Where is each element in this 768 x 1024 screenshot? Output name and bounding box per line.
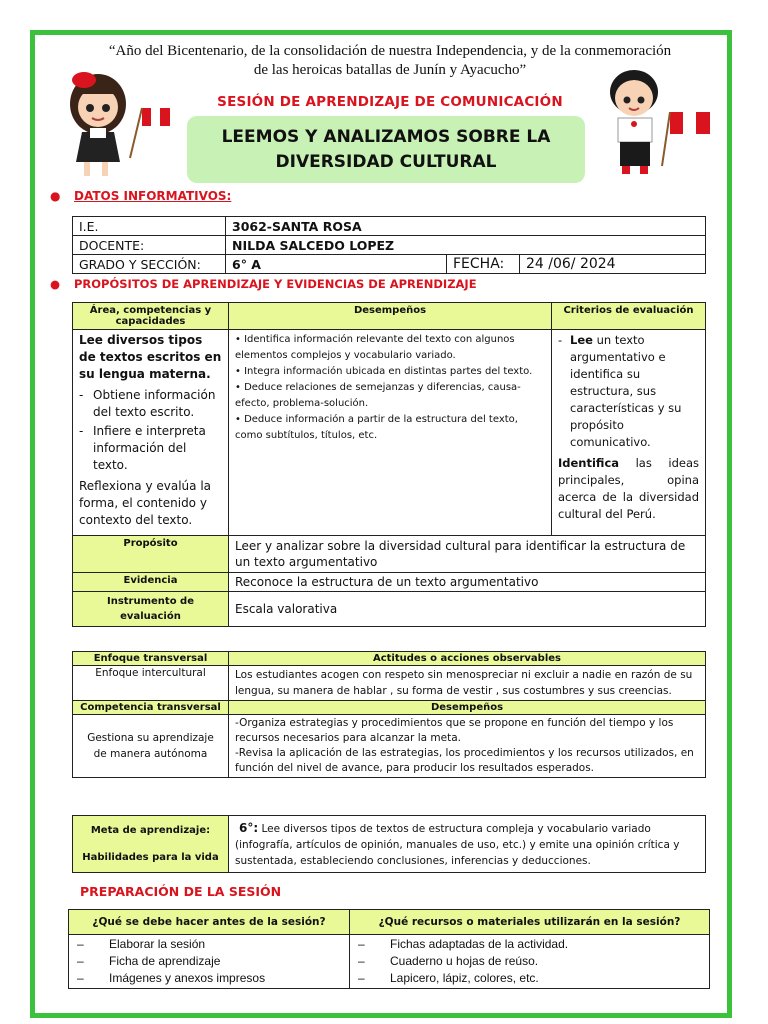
bicentenary-quote [80,42,700,80]
preparacion-heading: PREPARACIÓN DE LA SESIÓN [80,884,282,899]
evidencia-value: Reconoce la estructura de un texto argumentativo [229,573,706,592]
session-title: SESIÓN DE APRENDIZAJE DE COMUNICACIÓN [217,94,563,110]
col-enfoque: Enfoque transversal [73,652,229,666]
col-area: Área, competencias y capacidades [73,303,229,330]
col-recursos: ¿Qué recursos o materiales utilizarán en la sesión? [350,910,710,935]
meta-table [72,815,706,873]
datos-table [72,216,706,274]
proposito-value: Leer y analizar sobre la diversidad cultural para identificar la estructura de un texto argumentativo [229,536,706,573]
table-row [73,701,706,715]
criterio-2-text: las ideas principales, opina acerca de la diversidad cultural del Perú. [558,456,699,521]
boy-with-flag-illustration [600,62,720,182]
list-item: – Ficha de aprendizaje [75,953,343,970]
girl-with-flag-illustration [58,62,178,182]
antes-list [75,936,343,987]
desempenos-cell [229,330,552,536]
col-criterios: Criterios de evaluación [552,303,706,330]
table-row [73,715,706,778]
list-item: - Infiere e interpreta información del texto. [79,423,222,474]
table-row [73,303,706,330]
list-item: – Lapicero, lápiz, colores, etc. [356,970,703,987]
docente-value: NILDA SALCEDO LOPEZ [226,236,706,255]
list-item: – Imágenes y anexos impresos [75,970,343,987]
actitudes-value: Los estudiantes acogen con respeto sin menospreciar ni excluir a nadie en razón de su lengua, su manera de hablar , su forma de vestir , sus costumbres y sus creencias. [229,666,706,701]
desempeno-item: • Identifica información relevante del texto con algunos elementos complejos y vocabulario variado. [235,334,515,361]
topic-banner [187,116,585,183]
list-item: - Obtiene información del texto escrito. [79,387,222,421]
meta-text: Lee diversos tipos de textos de estructura compleja y vocabulario variado (infografía, artículos de opinión, manuales de uso, etc.) y emite una opinión crítica y sustentada, estableciendo conclusiones, inferencias y deducciones. [235,822,680,867]
fecha-label: FECHA: [447,255,520,274]
competencia-text: Lee diversos tipos de textos escritos en su lengua materna. [79,333,222,381]
table-row [73,573,706,592]
table-row [73,217,706,236]
col-desempenos: Desempeños [229,303,552,330]
propositos-table [72,302,706,627]
banner-line-1: LEEMOS Y ANALIZAMOS SOBRE LA [221,126,551,147]
evidencia-label: Evidencia [73,573,229,592]
bullet-icon: ● [50,189,61,203]
quote-line-1: “Año del Bicentenario, de la consolidación de nuestra Independencia, y de la conmemoración [108,43,672,59]
grado-label: GRADO Y SECCIÓN: [73,255,226,274]
fecha-value: 24 /06/ 2024 [520,255,706,274]
desempenos-transversal [229,715,706,778]
recursos-list [356,936,703,987]
preparacion-table [68,909,710,989]
col-antes: ¿Qué se debe hacer antes de la sesión? [69,910,350,935]
table-row [73,666,706,701]
datos-heading-text: DATOS INFORMATIVOS: [74,189,232,203]
table-row [73,816,706,873]
table-row [69,935,710,989]
banner-line-2: DIVERSIDAD CULTURAL [275,151,497,172]
desempeno-item: • Integra información ubicada en distintas partes del texto. [235,366,533,377]
table-row [73,330,706,536]
instrumento-value: Escala valorativa [229,592,706,627]
antes-cell [69,935,350,989]
table-row [73,652,706,666]
list-item: – Elaborar la sesión [75,936,343,953]
competencia-cell [73,330,229,536]
table-row [73,236,706,255]
desempeno-item: • Deduce información a partir de la estructura del texto, como subtítulos, títulos, etc. [235,414,518,441]
quote-line-2: de las heroicas batallas de Junín y Ayacucho” [253,62,527,78]
meta-grade: 6°: [239,820,259,835]
propositos-heading [50,277,477,291]
propositos-heading-text: PROPÓSITOS DE APRENDIZAJE Y EVIDENCIAS DE APRENDIZAJE [74,277,477,291]
desempeno-item: • Deduce relaciones de semejanzas y diferencias, causa-efecto, problema-solución. [235,382,521,409]
ie-label: I.E. [73,217,226,236]
criterios-cell [552,330,706,536]
list-item: – Cuaderno u hojas de reúso. [356,953,703,970]
table-row [69,910,710,935]
criterio-1-text: un texto argumentativo e identifica su estructura, sus características y su propósito comunicativo. [570,333,682,449]
datos-heading [50,189,232,203]
list-item: – Fichas adaptadas de la actividad. [356,936,703,953]
table-row [73,536,706,573]
desempeno-item: -Organiza estrategias y procedimientos que se propone en función del tiempo y los recursos necesarios para alcanzar la meta. [235,717,674,744]
table-row [73,255,706,274]
table-row [73,592,706,627]
capacidad-final: Reflexiona y evalúa la forma, el contenido y contexto del texto. [79,479,212,527]
proposito-label: Propósito [73,536,229,573]
criterio-2 [558,455,699,523]
docente-label: DOCENTE: [73,236,226,255]
bullet-icon: ● [50,277,61,291]
criterio-1: - Lee un texto argumentativo e identifica su estructura, sus características y su propósito comunicativo. [558,333,682,449]
instrumento-label: Instrumento de evaluación [73,592,229,627]
desempeno-item: -Revisa la aplicación de las estrategias, los procedimientos y los recursos utilizados, en función del nivel de avance, para producir los resultados esperados. [235,747,694,774]
recursos-cell [350,935,710,989]
col-actitudes: Actitudes o acciones observables [229,652,706,666]
col-competencia: Competencia transversal [73,701,229,715]
meta-text-cell [229,816,706,873]
competencia-transversal-value: Gestiona su aprendizaje de manera autónoma [73,715,229,778]
capacidades-list [79,387,222,474]
criterio-1-bold: Lee [570,333,593,347]
meta-label: Meta de aprendizaje: [90,825,211,836]
meta-labels [73,816,229,873]
col-desempenos-transversal: Desempeños [229,701,706,715]
ie-value: 3062-SANTA ROSA [226,217,706,236]
grado-value: 6° A [226,255,447,274]
enfoque-table [72,651,706,778]
habilidades-label: Habilidades para la vida [82,852,219,863]
criterio-2-bold: Identifica [558,456,620,470]
enfoque-value: Enfoque intercultural [73,666,229,701]
